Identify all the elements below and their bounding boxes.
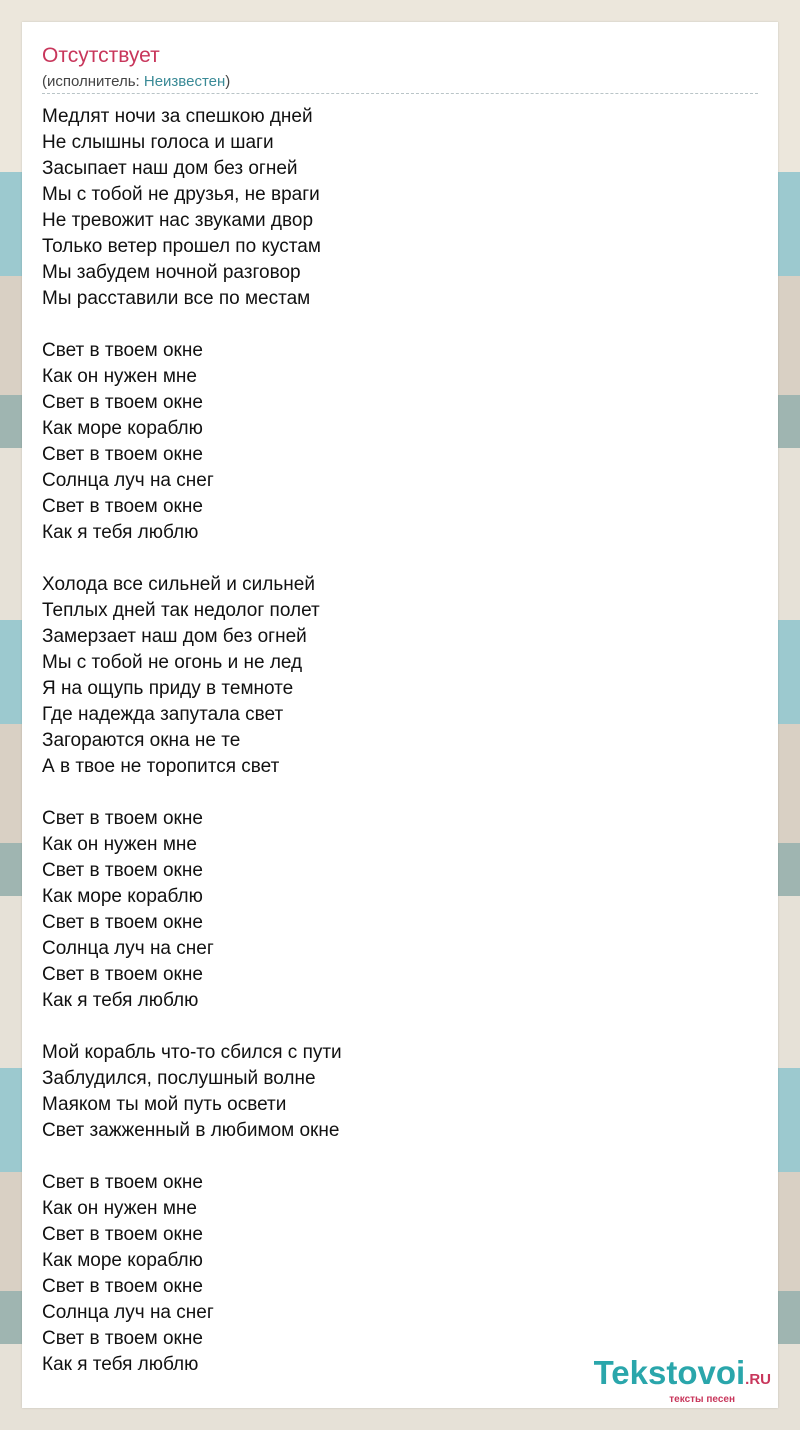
logo-tld: .RU (745, 1371, 771, 1388)
lyric-line: Где надежда запутала свет (42, 704, 284, 725)
lyric-line: Свет в твоем окне (42, 1328, 203, 1349)
lyric-line: Мы с тобой не огонь и не лед (42, 652, 303, 673)
lyric-blank-line (42, 1144, 742, 1170)
lyric-line: Засыпает наш дом без огней (42, 158, 298, 179)
title-divider (42, 93, 758, 94)
lyric-blank-line (42, 1014, 742, 1040)
artist-link[interactable]: Неизвестен (143, 73, 226, 90)
lyric-line: Теплых дней так недолог полет (42, 600, 320, 621)
lyric-line: Свет в твоем окне (42, 392, 203, 413)
lyric-line: Как он нужен мне (42, 366, 197, 387)
lyric-line: Как море кораблю (42, 1250, 203, 1271)
lyric-line: Свет зажженный в любимом окне (42, 1120, 340, 1141)
logo-name: Tekstovoi (593, 1354, 746, 1391)
lyric-line: Я на ощупь приду в темноте (42, 678, 294, 699)
lyric-line: Свет в твоем окне (42, 808, 203, 829)
lyric-line: Свет в твоем окне (42, 444, 203, 465)
lyric-line: Заблудился, послушный волне (42, 1068, 316, 1089)
lyric-line: Загораются окна не те (42, 730, 241, 751)
lyric-line: Мой корабль что-то сбился с пути (42, 1042, 342, 1063)
lyric-blank-line (42, 546, 742, 572)
lyric-line: Мы расставили все по местам (42, 288, 311, 309)
lyric-line: Свет в твоем окне (42, 860, 203, 881)
lyric-line: Свет в твоем окне (42, 1276, 203, 1297)
lyric-line: Свет в твоем окне (42, 496, 203, 517)
lyric-line: Как он нужен мне (42, 1198, 197, 1219)
artist-suffix: ) (225, 73, 231, 90)
lyric-line: Холода все сильней и сильней (42, 574, 315, 595)
artist-prefix: (исполнитель: (42, 73, 144, 90)
lyric-line: А в твое не торопится свет (42, 756, 280, 777)
lyric-line: Как море кораблю (42, 418, 203, 439)
lyric-line: Солнца луч на снег (42, 938, 214, 959)
lyric-line: Свет в твоем окне (42, 1224, 203, 1245)
lyric-line: Как я тебя люблю (42, 1354, 199, 1375)
lyric-line: Как море кораблю (42, 886, 203, 907)
lyric-blank-line (42, 780, 742, 806)
lyric-line: Солнца луч на снег (42, 1302, 214, 1323)
lyric-line: Медлят ночи за спешкою дней (42, 106, 313, 127)
lyric-line: Солнца луч на снег (42, 470, 214, 491)
lyrics-card (22, 22, 778, 1408)
logo-tagline: тексты песен (669, 1394, 735, 1405)
lyric-blank-line (42, 312, 742, 338)
artist-line (42, 73, 230, 90)
lyric-line: Как он нужен мне (42, 834, 197, 855)
lyrics-text (42, 104, 742, 1378)
lyric-line: Как я тебя люблю (42, 990, 199, 1011)
lyric-line: Свет в твоем окне (42, 912, 203, 933)
lyric-line: Только ветер прошел по кустам (42, 236, 321, 257)
lyric-line: Как я тебя люблю (42, 522, 199, 543)
lyric-line: Маяком ты мой путь освети (42, 1094, 287, 1115)
lyric-line: Не тревожит нас звуками двор (42, 210, 314, 231)
site-logo[interactable] (594, 1356, 771, 1405)
lyric-line: Свет в твоем окне (42, 340, 203, 361)
lyric-line: Не слышны голоса и шаги (42, 132, 274, 153)
lyric-line: Мы с тобой не друзья, не враги (42, 184, 320, 205)
song-title: Отсутствует (42, 44, 160, 67)
lyric-line: Свет в твоем окне (42, 1172, 203, 1193)
lyric-line: Мы забудем ночной разговор (42, 262, 301, 283)
lyric-line: Свет в твоем окне (42, 964, 203, 985)
lyric-line: Замерзает наш дом без огней (42, 626, 307, 647)
